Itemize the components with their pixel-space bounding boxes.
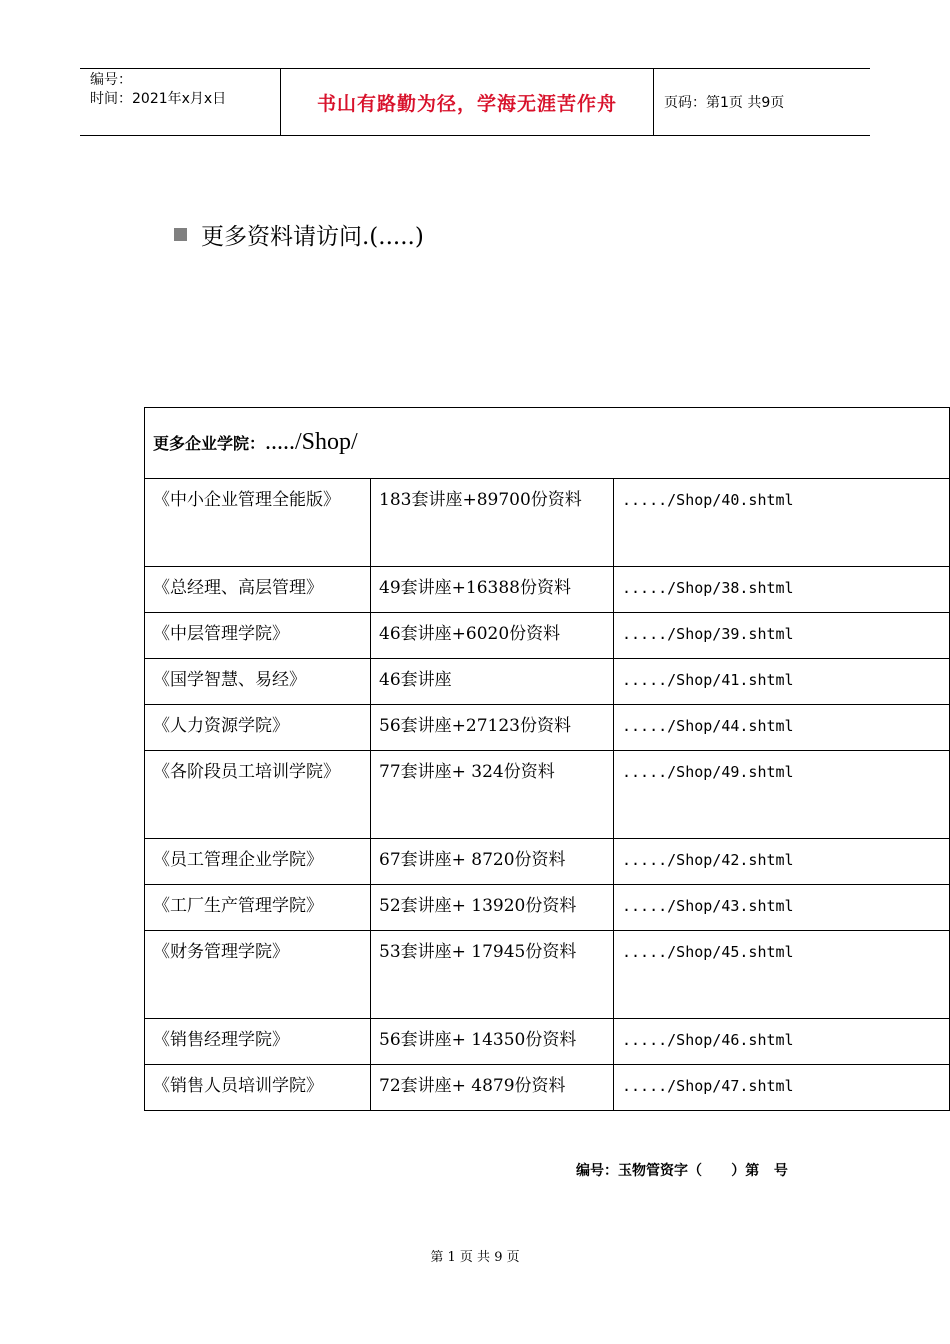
course-name: 《各阶段员工培训学院》 — [145, 751, 371, 839]
course-url: ...../Shop/39.shtml — [614, 613, 950, 659]
course-name: 《国学智慧、易经》 — [145, 659, 371, 705]
course-desc: 46套讲座+6020份资料 — [371, 613, 614, 659]
course-url: ...../Shop/40.shtml — [614, 479, 950, 567]
course-name: 《工厂生产管理学院》 — [145, 885, 371, 931]
more-info-text: 更多资料请访问.(.....) — [201, 224, 424, 250]
course-desc: 53套讲座+ 17945份资料 — [371, 931, 614, 1019]
table-row — [145, 839, 950, 885]
table-row — [145, 1019, 950, 1065]
course-desc: 72套讲座+ 4879份资料 — [371, 1065, 614, 1111]
header-motto: 书山有路勤为径，学海无涯苦作舟 — [281, 69, 654, 135]
course-name: 《中小企业管理全能版》 — [145, 479, 371, 567]
course-desc: 67套讲座+ 8720份资料 — [371, 839, 614, 885]
table-row — [145, 567, 950, 613]
course-desc: 46套讲座 — [371, 659, 614, 705]
more-info-line — [174, 218, 424, 251]
course-name: 《销售人员培训学院》 — [145, 1065, 371, 1111]
course-name: 《员工管理企业学院》 — [145, 839, 371, 885]
table-row — [145, 1065, 950, 1111]
course-url: ...../Shop/43.shtml — [614, 885, 950, 931]
course-url: ...../Shop/46.shtml — [614, 1019, 950, 1065]
course-url: ...../Shop/49.shtml — [614, 751, 950, 839]
course-url: ...../Shop/45.shtml — [614, 931, 950, 1019]
course-desc: 56套讲座+ 14350份资料 — [371, 1019, 614, 1065]
document-code: 编号：玉物管资字（ ）第 号 — [576, 1163, 788, 1179]
course-name: 《销售经理学院》 — [145, 1019, 371, 1065]
header-meta — [80, 69, 281, 135]
table-row — [145, 479, 950, 567]
course-name: 《财务管理学院》 — [145, 931, 371, 1019]
table-row — [145, 751, 950, 839]
course-url: ...../Shop/38.shtml — [614, 567, 950, 613]
page-number: 第 1 页 共 9 页 — [430, 1250, 520, 1265]
course-url: ...../Shop/42.shtml — [614, 839, 950, 885]
catalog-title: 更多企业学院： — [153, 434, 266, 453]
table-row — [145, 931, 950, 1019]
header-page-label: 页码：第1页 共9页 — [664, 95, 785, 111]
table-row — [145, 705, 950, 751]
course-name: 《总经理、高层管理》 — [145, 567, 371, 613]
catalog-table — [144, 407, 950, 1111]
table-row — [145, 659, 950, 705]
number-label: 编号： — [90, 72, 132, 88]
course-url: ...../Shop/47.shtml — [614, 1065, 950, 1111]
course-url: ...../Shop/44.shtml — [614, 705, 950, 751]
table-row — [145, 885, 950, 931]
page-header — [80, 68, 870, 136]
catalog-title-cell — [145, 408, 950, 479]
course-desc: 56套讲座+27123份资料 — [371, 705, 614, 751]
course-desc: 183套讲座+89700份资料 — [371, 479, 614, 567]
square-bullet-icon — [174, 228, 187, 241]
table-row — [145, 613, 950, 659]
time-label: 时间：2021年x月x日 — [90, 91, 227, 107]
course-url: ...../Shop/41.shtml — [614, 659, 950, 705]
catalog-title-url: ...../Shop/ — [265, 429, 358, 455]
course-name: 《中层管理学院》 — [145, 613, 371, 659]
course-name: 《人力资源学院》 — [145, 705, 371, 751]
course-desc: 77套讲座+ 324份资料 — [371, 751, 614, 839]
course-desc: 49套讲座+16388份资料 — [371, 567, 614, 613]
course-desc: 52套讲座+ 13920份资料 — [371, 885, 614, 931]
